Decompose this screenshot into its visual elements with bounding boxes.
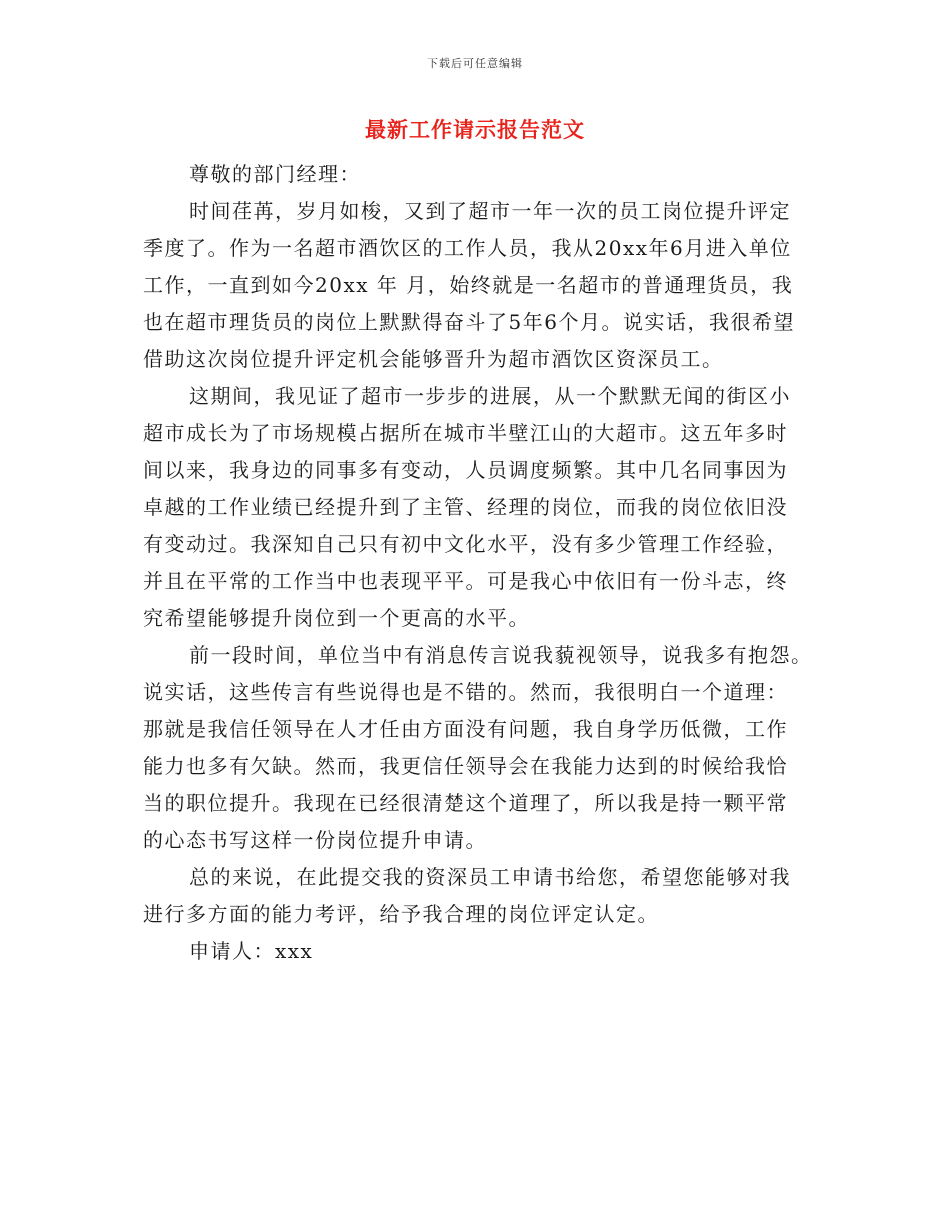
paragraph-3 (143, 637, 815, 859)
paragraph-1 (143, 193, 815, 378)
paragraph-line: 的心态书写这样一份岗位提升申请。 (143, 828, 487, 852)
salutation: 尊敬的部门经理： (189, 162, 361, 186)
paragraph-line: 有变动过。我深知自己只有初中文化水平，没有多少管理工作经验， (143, 532, 788, 556)
paragraph-line: 究希望能够提升岗位到一个更高的水平。 (143, 606, 530, 630)
document-title: 最新工作请示报告范文 (365, 117, 585, 142)
paragraph-line: 也在超市理货员的岗位上默默得奋斗了5年6个月。说实话，我很希望 (143, 310, 795, 334)
document-body (143, 156, 815, 970)
paragraph-line: 季度了。作为一名超市酒饮区的工作人员，我从20xx年6月进入单位 (143, 236, 792, 260)
paragraph-line: 卓越的工作业绩已经提升到了主管、经理的岗位，而我的岗位依旧没 (143, 495, 788, 519)
paragraph-line: 工作，一直到如今20xx 年 月，始终就是一名超市的普通理货员，我 (143, 273, 794, 297)
paragraph-line: 总的来说，在此提交我的资深员工申请书给您，希望您能够对我 (189, 865, 791, 889)
paragraph-line: 并且在平常的工作当中也表现平平。可是我心中依旧有一份斗志，终 (143, 569, 788, 593)
paragraph-line: 借助这次岗位提升评定机会能够晋升为超市酒饮区资深员工。 (143, 347, 724, 371)
header-note: 下载后可任意编辑 (427, 57, 523, 70)
paragraph-line: 进行多方面的能力考评，给予我合理的岗位评定认定。 (143, 902, 659, 926)
paragraph-line: 超市成长为了市场规模占据所在城市半壁江山的大超市。这五年多时 (143, 421, 788, 445)
paragraph-line: 这期间，我见证了超市一步步的进展，从一个默默无闻的街区小 (189, 384, 791, 408)
paragraph-line: 时间荏苒，岁月如梭，又到了超市一年一次的员工岗位提升评定 (189, 199, 791, 223)
paragraph-line: 间以来，我身边的同事多有变动，人员调度频繁。其中几名同事因为 (143, 458, 788, 482)
signature: 申请人：xxx (189, 939, 314, 963)
paragraph-line: 前一段时间，单位当中有消息传言说我藐视领导，说我多有抱怨。 (189, 643, 813, 667)
paragraph-line: 能力也多有欠缺。然而，我更信任领导会在我能力达到的时候给我恰 (143, 754, 788, 778)
paragraph-line: 当的职位提升。我现在已经很清楚这个道理了，所以我是持一颗平常 (143, 791, 788, 815)
paragraph-2 (143, 378, 815, 637)
paragraph-line: 那就是我信任领导在人才任由方面没有问题，我自身学历低微，工作 (143, 717, 788, 741)
paragraph-4 (143, 859, 815, 933)
paragraph-line: 说实话，这些传言有些说得也是不错的。然而，我很明白一个道理： (143, 680, 788, 704)
